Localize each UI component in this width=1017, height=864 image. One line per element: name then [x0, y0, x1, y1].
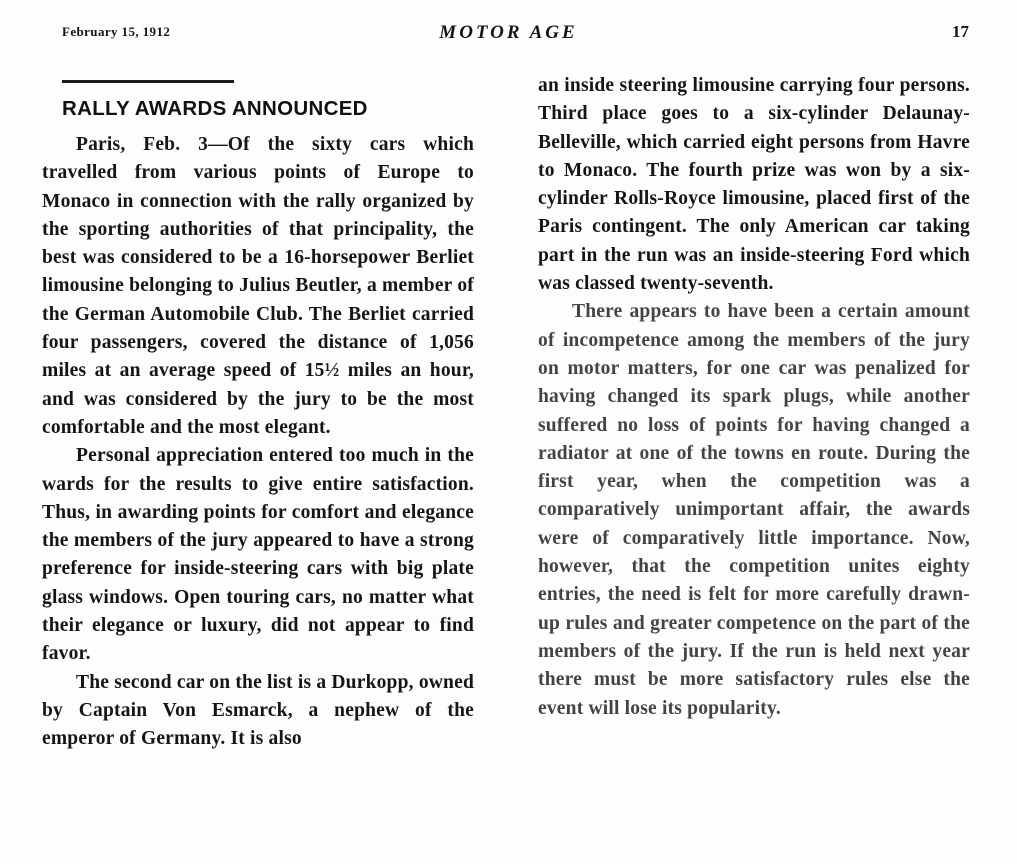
- paragraph: There appears to have been a certain amount of incompetence among the members of the jury on motor matters, for one car was penalized for having changed its spark plugs, while another suffered no loss of points for having changed a radiator at one of the towns en route. During the first year, when the competition was a comparatively unimportant affair, the awards were of comparatively little importance. Now, however, that the competition unites eighty entries, the need is felt for more carefully drawn-up rules and greater competence on the part of the members of the jury. If the run is held next year there must be more satisfactory rules else the event will lose its popularity.: [538, 301, 970, 719]
- page-title: RALLY AWARDS ANNOUNCED: [62, 97, 368, 120]
- paragraph: Paris, Feb. 3—Of the sixty cars which travelled from various points of Europe to Monaco in connection with the rally organized by the sporting authorities of that principality, the best was considered to be a 16-horsepower Berliet limousine belonging to Julius Beutler, a member of the German Automobile Club. The Berliet carried four passengers, covered the distance of 1,056 miles at an average speed of 15½ miles an hour, and was considered by the jury to be the most comfortable and the most elegant.: [42, 134, 474, 438]
- page-header: [0, 22, 1017, 48]
- paragraph: Personal appreciation entered too much in the wards for the results to give entire satisfaction. Thus, in awarding points for comfort and elegance the members of the jury appeared to have a strong preference for inside-steering cars with big plate glass windows. Open touring cars, no matter what their elegance or luxury, did not appear to find favor.: [42, 445, 474, 665]
- journal-title: MOTOR AGE: [439, 22, 578, 43]
- issue-date: February 15, 1912: [62, 24, 171, 39]
- column-right: [538, 72, 970, 852]
- article-body: [42, 72, 982, 852]
- column-left: [42, 72, 474, 852]
- paragraph: The second car on the list is a Durkopp, owned by Captain Von Esmarck, a nephew of the emperor of Germany. It is also: [42, 671, 474, 750]
- paragraph: an inside steering limousine carrying four persons. Third place goes to a six-cylinder Delaunay-Belleville, which carried eight persons from Havre to Monaco. The fourth prize was won by a six-cylinder Rolls-Royce limousine, placed first of the Paris contingent. The only American car taking part in the run was an inside-steering Ford which was classed twenty-seventh.: [538, 75, 970, 295]
- headline-rule: [62, 80, 234, 83]
- page-number: 17: [952, 22, 969, 41]
